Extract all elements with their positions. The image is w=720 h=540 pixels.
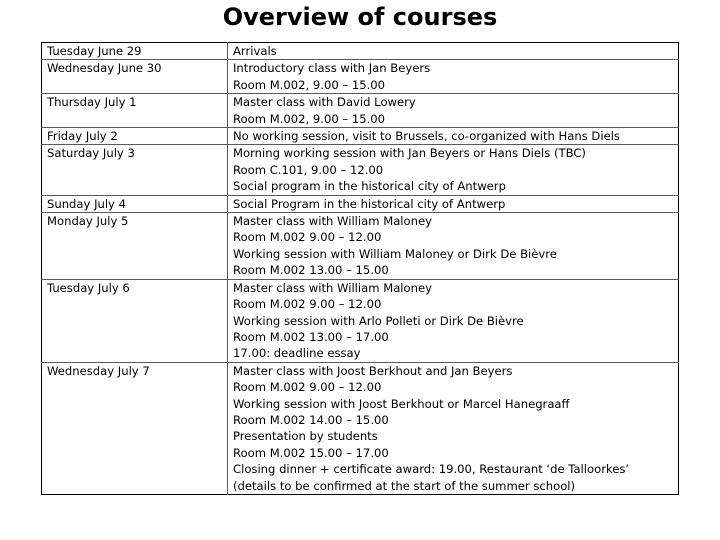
page-title: Overview of courses [222,3,498,31]
day-cell: Wednesday July 7 [42,362,228,494]
table-row [42,43,679,60]
activity-line: Room M.002 9.00 – 12.00 [233,380,382,395]
activity-line: Room M.002, 9.00 – 15.00 [233,111,386,126]
activity-line: Room M.002 9.00 – 12.00 [233,297,382,312]
activity-cell [228,43,679,60]
activity-cell [228,128,679,145]
day-cell: Thursday July 1 [42,94,228,128]
day-cell: Monday July 5 [42,213,228,280]
day-cell: Friday July 2 [42,128,228,145]
activity-line: Room M.002 13.00 – 15.00 [233,263,389,278]
activity-line: No working session, visit to Brussels, co-organized with Hans Diels [233,129,620,144]
activity-line: Social Program in the historical city of Antwerp [233,196,506,211]
activity-line: Master class with Joost Berkhout and Jan Beyers [233,363,513,378]
table-body [42,43,679,495]
activity-line: Room C.101, 9.00 – 12.00 [233,162,384,177]
day-cell: Saturday July 3 [42,145,228,195]
activity-line: Master class with David Lowery [233,95,416,110]
activity-line: Working session with William Maloney or Dirk De Bièvre [233,246,557,261]
table-row [42,362,679,494]
activity-line: Social program in the historical city of Antwerp [233,179,506,194]
course-overview-table [41,42,679,495]
table-row [42,94,679,128]
activity-line: Presentation by students [233,429,378,444]
activity-line: Arrivals [233,44,277,58]
day-cell: Sunday July 4 [42,195,228,212]
day-cell: Tuesday June 29 [42,43,228,60]
activity-line: Room M.002 15.00 – 17.00 [233,445,389,460]
table-row [42,279,679,362]
table-row [42,60,679,94]
table-row [42,213,679,280]
activity-cell [228,195,679,212]
activity-line: Master class with William Maloney [233,214,432,229]
activity-cell [228,60,679,94]
day-cell: Wednesday June 30 [42,60,228,94]
activity-line: Morning working session with Jan Beyers or Hans Diels (TBC) [233,146,586,161]
activity-line: Working session with Joost Berkhout or Marcel Hanegraaff [233,396,570,411]
activity-line: (details to be confirmed at the start of the summer school) [233,478,576,493]
activity-cell [228,279,679,362]
activity-line: Room M.002 13.00 – 17.00 [233,329,389,344]
day-cell: Tuesday July 6 [42,279,228,362]
activity-line: Room M.002 14.00 – 15.00 [233,412,389,427]
activity-cell [228,213,679,280]
activity-line: Master class with William Maloney [233,280,432,295]
activity-line: Room M.002, 9.00 – 15.00 [233,77,386,92]
activity-cell [228,362,679,494]
table-row [42,128,679,145]
table-row [42,145,679,195]
activity-line: Working session with Arlo Polleti or Dirk De Bièvre [233,313,524,328]
activity-line: Introductory class with Jan Beyers [233,61,431,76]
activity-line: Room M.002 9.00 – 12.00 [233,230,382,245]
activity-cell [228,94,679,128]
activity-line: Closing dinner + certificate award: 19.00, Restaurant ‘de Talloorkes’ [233,462,630,477]
activity-line: 17.00: deadline essay [233,346,361,361]
activity-cell [228,145,679,195]
table-row [42,195,679,212]
